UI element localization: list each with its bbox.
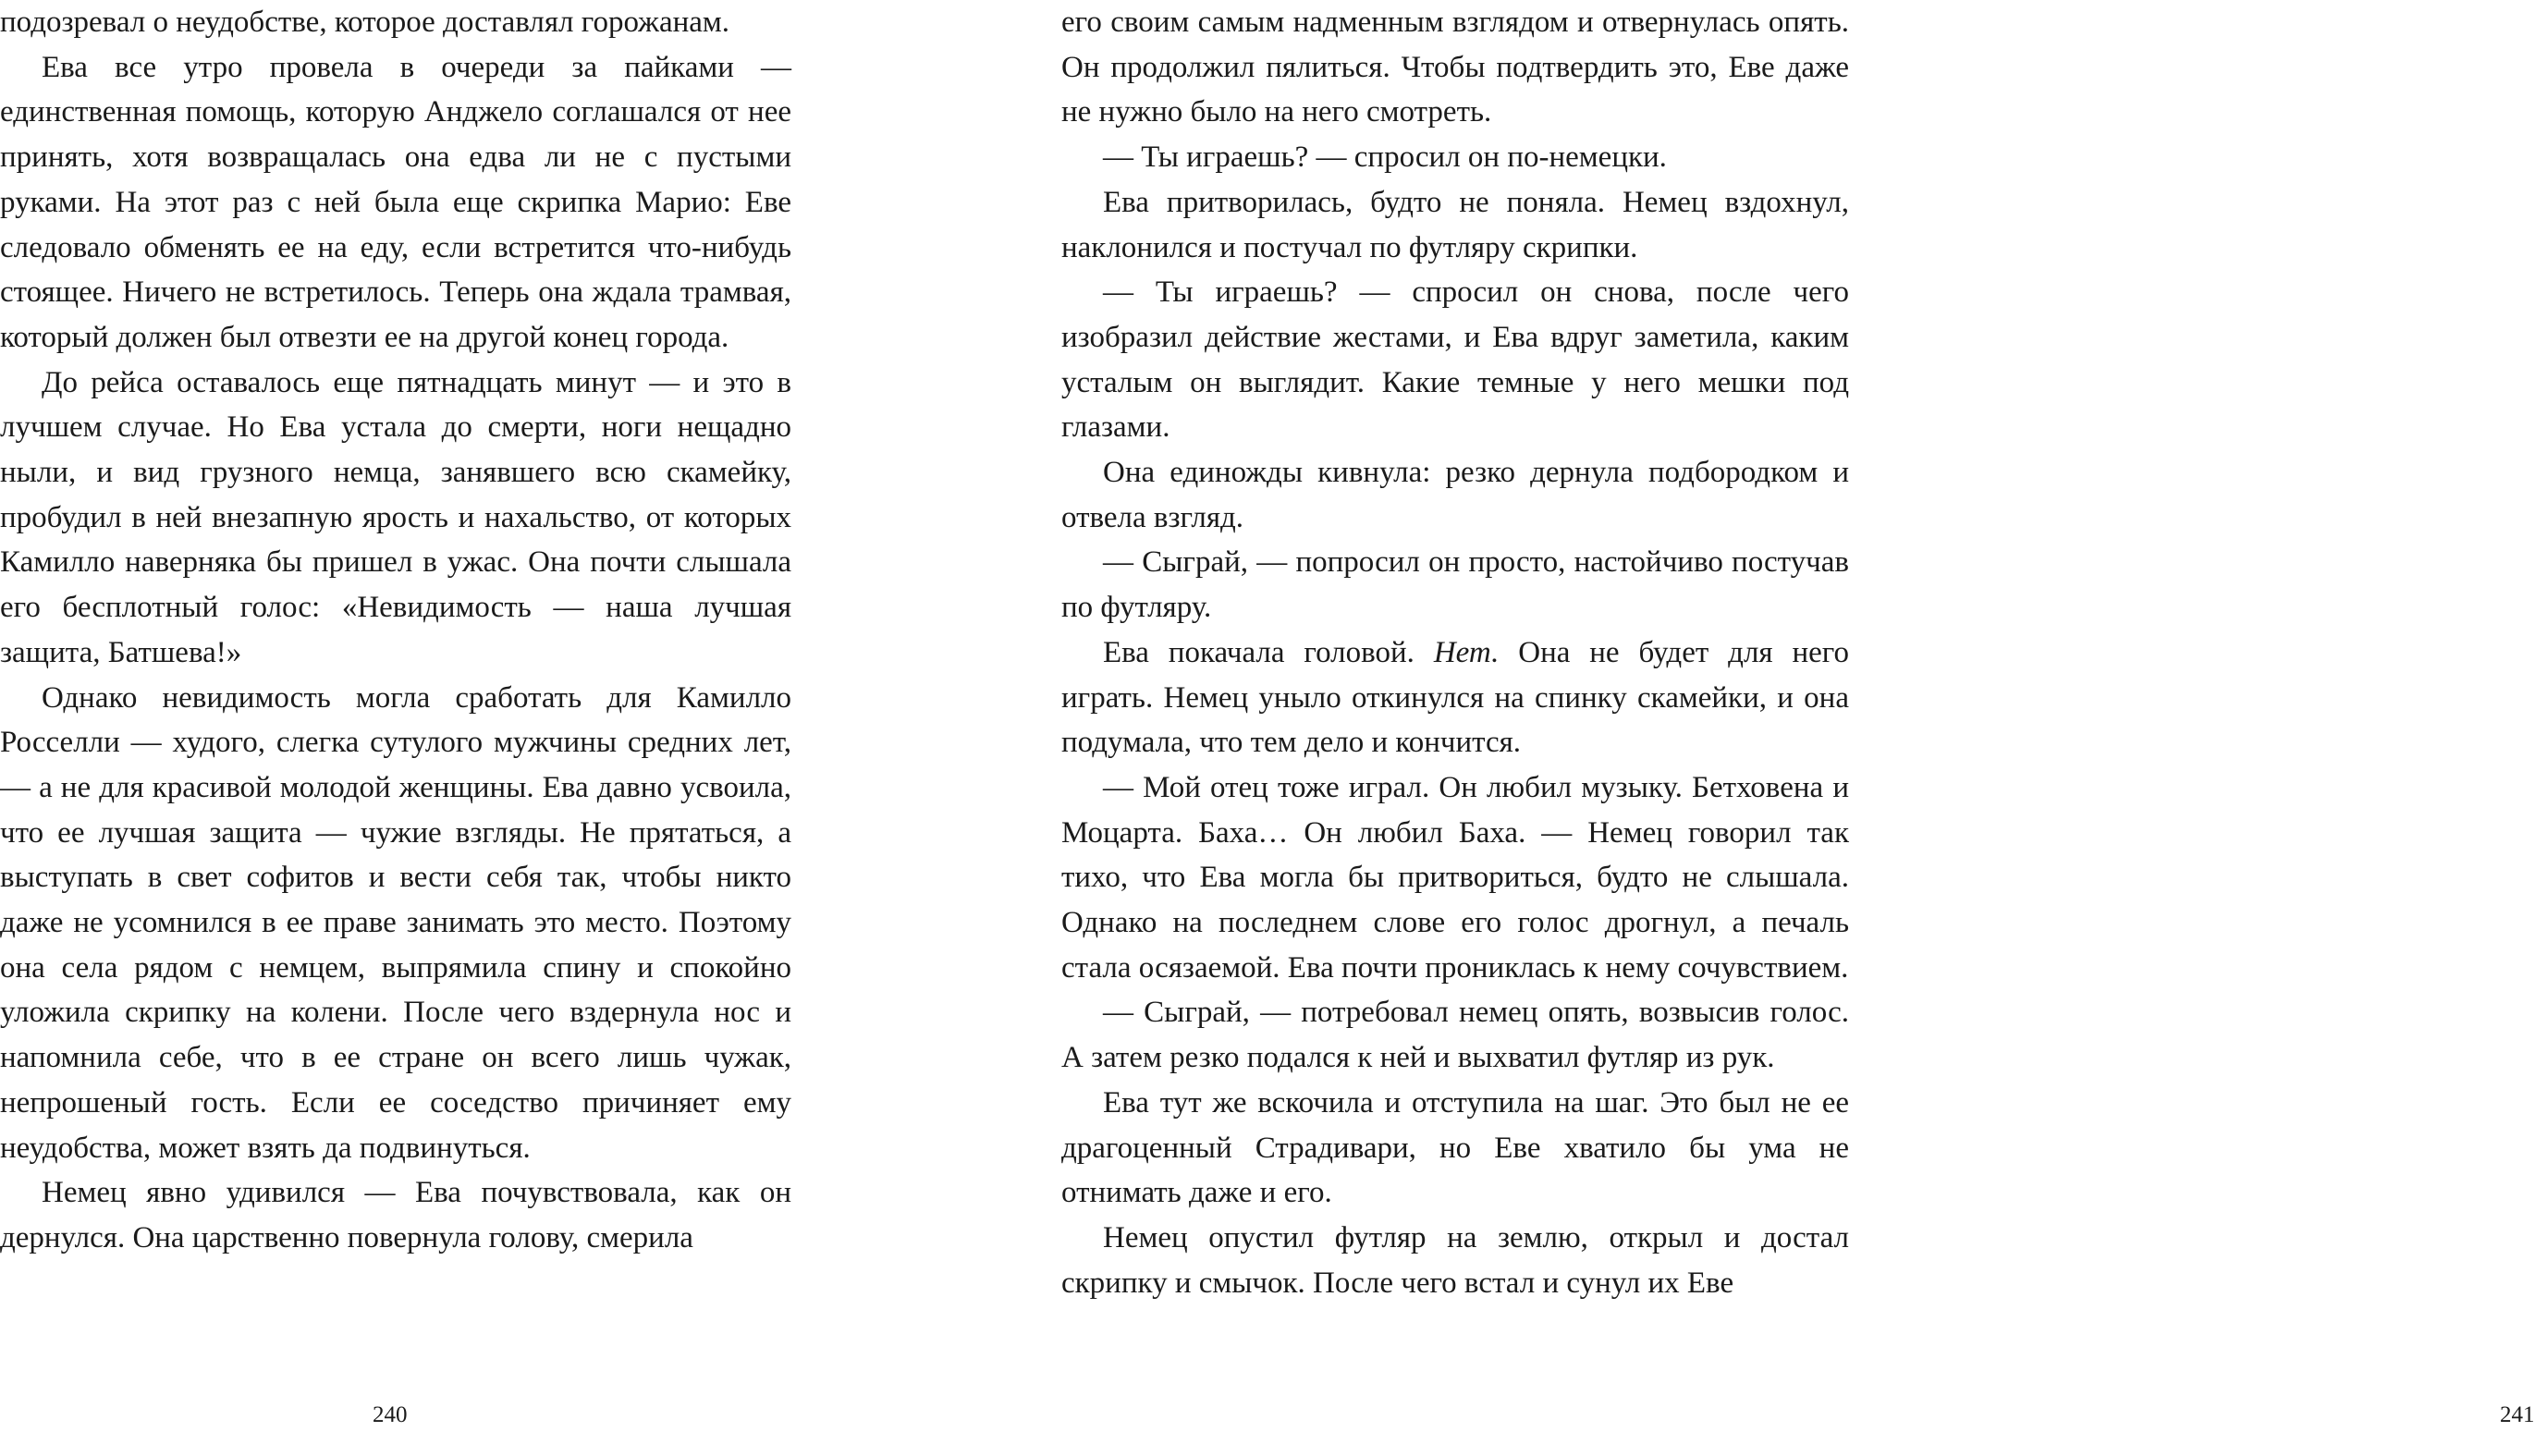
paragraph: Ева притворилась, будто не поняла. Немец вздохнул, наклонился и постучал по футляру скрипки. — [1061, 185, 1849, 264]
paragraph: Ева все утро провела в очереди за пайками — единственная помощь, которую Анджело соглашался от нее принять, хотя возвращалась она едва ли не с пустыми руками. На этот раз с ней была еще скрипка Марио: Еве следовало обменять ее на еду, если встретится что-нибудь стоящее. Ничего не встретилось. Теперь она ждала трамвая, который должен был отвезти ее на другой конец города. — [0, 50, 791, 354]
paragraph: — Ты играешь? — спросил он по-немецки. — [1103, 141, 1667, 175]
paragraph: До рейса оставалось еще пятнадцать минут — и это в лучшем случае. Но Ева устала до смерти, ноги нещадно ныли, и вид грузного немца, занявшего всю скамейку, пробудил в ней внезапную ярость и нахальство, от которых Камилло наверняка бы пришел в ужас. Она почти слышала его бесплотный голос: «Невидимость — наша лучшая защита, Батшева!» — [0, 365, 791, 669]
page-number: 240 — [373, 1402, 408, 1427]
right-page — [1061, 0, 2535, 1456]
paragraph — [1061, 630, 1849, 765]
page-number: 241 — [2500, 1402, 2535, 1427]
paragraph: Немец опустил футляр на землю, открыл и достал скрипку и смычок. После чего встал и сунул их Еве — [1061, 1220, 1849, 1300]
paragraph: его своим самым надменным взглядом и отвернулась опять. Он продолжил пялиться. Чтобы подтвердить это, Еве даже не нужно было на него смотреть. — [1061, 6, 1849, 129]
paragraph-text: Ева покачала головой. — [1103, 635, 1414, 669]
paragraph: Однако невидимость могла сработать для Камилло Росселли — худого, слегка сутулого мужчины средних лет, — а не для красивой молодой женщины. Ева давно усвоила, что ее лучшая защита — чужие взгляды. Не прятаться, а выступать в свет софитов и вести себя так, чтобы никто даже не усомнился в ее праве занимать это место. Поэтому она села рядом с немцем, выпрямила спину и спокойно уложила скрипку на колени. После чего вздернула нос и напомнила себе, что в ее стране он всего лишь чужак, непрошеный гость. Если ее соседство причиняет ему неудобства, может взять да подвинуться. — [0, 680, 791, 1165]
paragraph: — Мой отец тоже играл. Он любил музыку. Бетховена и Моцарта. Баха… Он любил Баха. — Немец говорил так тихо, что Ева могла бы притвориться, будто не слышала. Однако на последнем слове его голос дрогнул, а печаль стала осязаемой. Ева почти прониклась к нему сочувствием. — [1061, 770, 1849, 985]
italic-word: Нет. — [1433, 635, 1500, 669]
paragraph: Немец явно удивился — Ева почувствовала, как он дернулся. Она царственно повернула голову, смерила — [0, 1176, 791, 1254]
left-page-text — [0, 0, 791, 1261]
paragraph: — Сыграй, — попросил он просто, настойчиво постучав по футляру. — [1061, 545, 1849, 625]
right-page-text — [1061, 0, 1849, 1305]
paragraph: — Сыграй, — потребовал немец опять, возвысив голос. А затем резко подался к ней и выхватил футляр из рук. — [1061, 996, 1849, 1075]
left-page — [0, 0, 795, 1456]
paragraph: Она единожды кивнула: резко дернула подбородком и отвела взгляд. — [1061, 456, 1849, 534]
paragraph: Ева тут же вскочила и отступила на шаг. Это был не ее драгоценный Страдивари, но Еве хватило бы ума не отнимать даже и его. — [1061, 1085, 1849, 1210]
paragraph: подозревал о неудобстве, которое доставлял горожанам. — [0, 6, 730, 39]
paragraph-text: Она не будет для него играть. Немец уныло откинулся на спинку скамейки, и она подумала, что тем дело и кончится. — [1061, 635, 1850, 760]
paragraph: — Ты играешь? — спросил он снова, после чего изобразил действие жестами, и Ева вдруг заметила, каким усталым он выглядит. Какие темные у него мешки под глазами. — [1061, 275, 1849, 445]
